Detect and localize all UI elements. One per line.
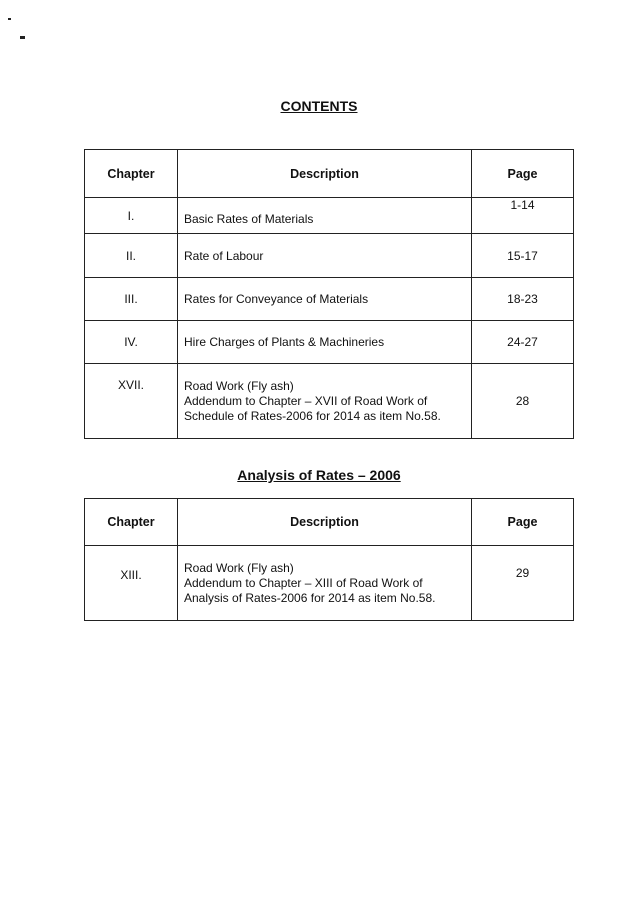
header-page: Page [472, 499, 574, 546]
description-line: Addendum to Chapter – XVII of Road Work of [184, 393, 428, 408]
table-row [85, 546, 574, 621]
description-cell: Basic Rates of Materials [178, 198, 472, 234]
header-chapter: Chapter [85, 150, 178, 198]
header-description: Description [178, 150, 472, 198]
chapter-cell: XVII. [85, 364, 178, 439]
page-cell: 1-14 [472, 198, 574, 234]
chapter-cell: XIII. [85, 546, 178, 621]
scan-speck [8, 18, 11, 20]
contents-title: CONTENTS [280, 98, 358, 114]
page-cell: 15-17 [472, 234, 574, 278]
page-cell: 28 [472, 364, 574, 439]
description-cell: Rate of Labour [178, 234, 472, 278]
table-row [85, 278, 574, 321]
analysis-title: Analysis of Rates – 2006 [237, 467, 401, 483]
description-line: Road Work (Fly ash) [184, 560, 294, 575]
header-description: Description [178, 499, 472, 546]
table-header-row [85, 150, 574, 198]
scan-speck [20, 36, 25, 39]
description-cell: Rates for Conveyance of Materials [178, 278, 472, 321]
page-cell: 18-23 [472, 278, 574, 321]
description-line: Addendum to Chapter – XIII of Road Work of [184, 575, 423, 590]
chapter-cell: IV. [85, 321, 178, 364]
chapter-cell: II. [85, 234, 178, 278]
table-row [85, 364, 574, 439]
description-cell [178, 546, 472, 621]
header-chapter: Chapter [85, 499, 178, 546]
analysis-table [84, 498, 574, 621]
chapter-cell: III. [85, 278, 178, 321]
description-cell: Hire Charges of Plants & Machineries [178, 321, 472, 364]
page-cell: 29 [472, 546, 574, 621]
table-header-row [85, 499, 574, 546]
chapter-cell: I. [85, 198, 178, 234]
description-line: Road Work (Fly ash) [184, 378, 294, 393]
table-row [85, 234, 574, 278]
table-row [85, 321, 574, 364]
contents-table [84, 149, 574, 439]
description-line: Schedule of Rates-2006 for 2014 as item No.58. [184, 408, 441, 423]
description-line: Analysis of Rates-2006 for 2014 as item No.58. [184, 590, 436, 605]
header-page: Page [472, 150, 574, 198]
description-cell [178, 364, 472, 439]
page-cell: 24-27 [472, 321, 574, 364]
table-row [85, 198, 574, 234]
